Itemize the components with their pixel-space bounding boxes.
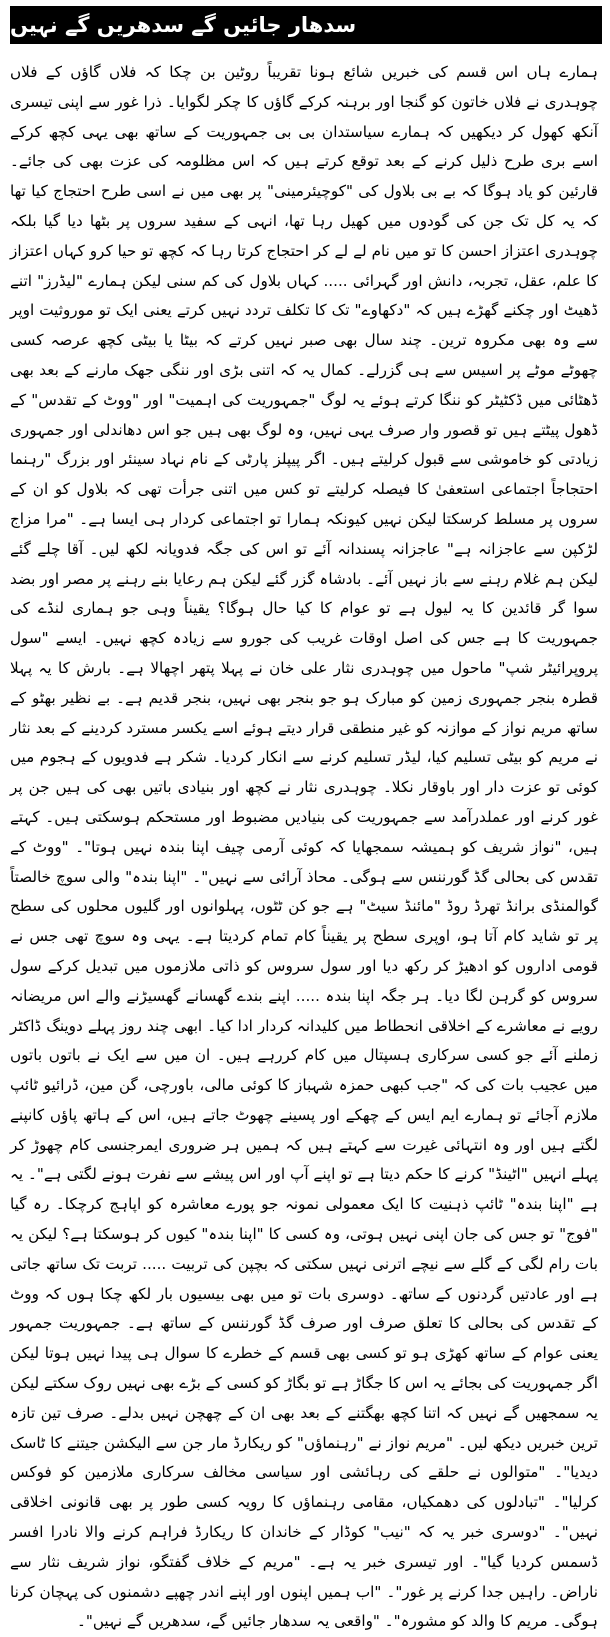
- article-text: ہمارے ہاں اس قسم کی خبریں شائع ہونا تقریباً روٹین بن چکا کہ فلاں گاؤں کے فلاں چوہدری نے فلاں خاتون کو گنجا اور برہنہ کرکے گاؤں کا چکر لگوایا۔ ذرا غور سے اپنی تیسری آنکھ کھول کر دیکھیں کہ ہمارے سیاستدان بی بی جمہوریت کے ساتھ بھی یہی کچھ کرکے اسے بری طرح ذلیل کرنے کے بعد توقع کرتے ہیں کہ اس مظلومہ کی عزت بھی کی جائے۔ قارئین کو یاد ہوگا کہ بے بی بلاول کی "کوچیئرمینی" پر بھی میں نے اسی طرح احتجاج کیا تھا کہ یہ کل تک جن کی گودوں میں کھیل رہا تھا، انہی کے سفید سروں پر بٹھا دیا گیا بلکہ چوہدری اعتزاز احسن کا تو میں نام لے لے کر احتجاج کرتا رہا کہ کچھ تو حیا کرو کہاں اعتزاز کا علم، عقل، تجربہ، دانش اور گہرائی ..... کہاں بلاول کی کم سنی لیکن ہمارے "لیڈرز" اتنے ڈھیٹ اور چکنے گھڑے ہیں کہ "دکھاوے" تک کا تکلف تردد نہیں کرتے یعنی ایک تو موروثیت اوپر سے وہ بھی مکروہ ترین۔ چند سال بھی صبر نہیں کرتے کہ بیٹا یا بیٹی کچھ عرصہ کسی چھوٹے موٹے پر اسیس سے ہی گزرلے۔ کمال یہ کہ اتنی بڑی اور ننگی جھک مارنے کے بعد بھی ڈھٹائی میں ڈکٹیٹر کو ننگا کرتے ہوئے یہ لوگ "جمہوریت کی اہمیت" اور "ووٹ کے تقدس" کے ڈھول پیٹتے ہیں تو قصور وار صرف یہی نہیں، وہ لوگ بھی ہیں جو اس دھاندلی اور جمہوری زیادتی کو خاموشی سے قبول کرلیتے ہیں۔ اگر پیپلز پارٹی کے نام نہاد سینئر اور بزرگ "رہنما احتجاجاً اجتماعی استعفیٰ کا فیصلہ کرلیتے تو کس میں اتنی جرأت تھی کہ بلاول کو ان کے سروں پر مسلط کرسکتا لیکن نہیں کیونکہ ہمارا تو اجتماعی کردار ہی ایسا ہے۔ "مرا مزاج لڑکپن سے عاجزانہ ہے" عاجزانہ پسندانہ آئے تو اس کی جگہ فدویانہ لکھ لیں۔ آقا چلے گئے لیکن ہم غلام رہنے سے باز نہیں آئے۔ بادشاہ گزر گئے لیکن ہم رعایا بنے رہنے پر مصر اور بضد سوا گر قائدین کا یہ لیول ہے تو عوام کا کیا حال ہوگا؟ یقیناً وہی جو ہماری لنڈے کی جمہوریت کا ہے جس کی اصل اوقات غریب کی جورو سے زیادہ کچھ نہیں۔ ایسے "سول پروپرائیٹر شپ" ماحول میں چوہدری نثار علی خان نے پہلا پتھر اچھالا ہے۔ بارش کا یہ پہلا قطرہ بنجر جمہوری زمین کو مبارک ہو جو بنجر بھی نہیں، بنجر قدیم ہے۔ بے نظیر بھٹو کے ساتھ مریم نواز کے موازنہ کو غیر منطقی قرار دیتے ہوئے اسے یکسر مسترد کردینے کے بعد نثار نے مریم کو بیٹی تسلیم کیا، لیڈر تسلیم کرنے سے انکار کردیا۔ شکر ہے فدویوں کے ہجوم میں کوئی تو عزت دار اور باوقار نکلا۔ چوہدری نثار نے کچھ اور بنیادی باتیں بھی کی ہیں جن پر غور کرنے اور عملدرآمد سے جمہوریت کی بنیادیں مضبوط اور مستحکم ہوسکتی ہیں۔ کہتے ہیں، "نواز شریف کو ہمیشہ سمجھایا کہ کوئی آرمی چیف اپنا بندہ نہیں ہوتا"۔ "ووٹ کے تقدس کی بحالی گڈ گورننس سے ہوگی۔ محاذ آرائی سے نہیں"۔ "اپنا بندہ" والی سوچ خالصتاً گوالمنڈی برانڈ تھرڈ روڈ "مائنڈ سیٹ" ہے جو کن ٹٹوں، پہلوانوں اور گلیوں محلوں کی سطح پر تو شاید کام آتا ہو، اوپری سطح پر یقیناً کام تمام کردیتا ہے۔ یہی وہ سوچ تھی جس نے قومی اداروں کو ادھیڑ کر رکھ دیا اور سول سروس کو ذاتی ملازموں میں تبدیل کرکے سول سروس کو گرہن لگا دیا۔ ہر جگہ اپنا بندہ ..... اپنے بندے گھسانے گھسیڑنے والے اس مریضانہ رویے نے معاشرے کے اخلاقی انحطاط میں کلیدانہ کردار ادا کیا۔ ابھی چند روز پہلے دوینگ ڈاکٹر زملنے آئے جو کسی سرکاری ہسپتال میں کام کررہے ہیں۔ ان میں سے ایک نے باتوں باتوں میں عجیب بات کی کہ "جب کبھی حمزہ شہباز کا کوئی مالی، باورچی، گن مین، ڈرائیو ٹائپ ملازم آجائے تو ہمارے ایم ایس کے چھکے اور پسینے چھوٹ جاتے ہیں، اس کے ہاتھ پاؤں کانپنے لگتے ہیں اور وہ انتہائی غیرت سے کہتے ہیں کہ ہمیں ہر ضروری ایمرجنسی کام چھوڑ کر پہلے انہیں "اٹینڈ" کرنے کا حکم دیتا ہے تو اپنے آپ اور اس پیشے سے نفرت ہونے لگتی ہے"۔ یہ ہے "اپنا بندہ" ٹائپ ذہنیت کا ایک معمولی نمونہ جو پورے معاشرہ کو اپاہج کرچکا۔ رہ گیا "فوج" تو جس کی جان اپنی نہیں ہوتی، وہ کسی کا "اپنا بندہ" کیوں کر ہوسکتا ہے؟ لیکن یہ بات رام لگی کے گلے سے نیچے اترنی نہیں سکتی کہ بچپن کی تربیت ..... تربت تک ساتھ جاتی ہے اور عادتیں گردنوں کے ساتھ۔ دوسری بات تو میں بھی بیسیوں بار لکھ چکا ہوں کہ ووٹ کے تقدس کی بحالی کا تعلق صرف اور صرف گڈ گورننس کے ساتھ ہے۔ جمہوریت جمہور یعنی عوام کے ساتھ کھڑی ہو تو کسی بھی قسم کے خطرے کا سوال ہی پیدا نہیں ہوتا لیکن اگر جمہوریت کی بجائے یہ اس کا جگاڑ ہے تو بگاڑ کو کسی کے بڑے بھی نہیں روک سکتے لیکن یہ سمجھیں گے نہیں کہ اتنا کچھ بھگتنے کے بعد بھی ان کے چھچن نہیں بدلے۔ صرف تین تازہ ترین خبریں دیکھ لیں۔ "مریم نواز نے "رہنماؤں" کو ریکارڈ مار جن سے الیکشن جیتنے کا ٹاسک دیدیا"۔ "متوالوں نے حلقے کی رہائشی اور سیاسی مخالف سرکاری ملازمین کو فوکس کرلیا"۔ "تبادلوں کی دھمکیاں، مقامی رہنماؤں کا رویہ کسی طور پر بھی قانونی اخلاقی نہیں"۔ "دوسری خبر یہ کہ "نیب" کوڈار کے خاندان کا ریکارڈ فراہم کرنے والا نادرا افسر ڈسمس کردیا گیا"۔ اور تیسری خبر یہ ہے۔ "مریم کے خلاف گفتگو، نواز شریف نثار سے ناراض۔ راہیں جدا کرنے پر غور"۔ "اب ہمیں اپنوں اور اپنے اندر چھپے دشمنوں کی پہچان کرنا ہوگی۔ مریم کا والد کو مشورہ"۔ "واقعی یہ سدھار جائیں گے، سدھریں گے نہیں"۔: [10, 63, 598, 1631]
- headline-bar: [10, 6, 602, 44]
- headline-title: سدھار جائیں گے سدھریں گے نہیں: [10, 13, 357, 37]
- article-body: [10, 58, 602, 1637]
